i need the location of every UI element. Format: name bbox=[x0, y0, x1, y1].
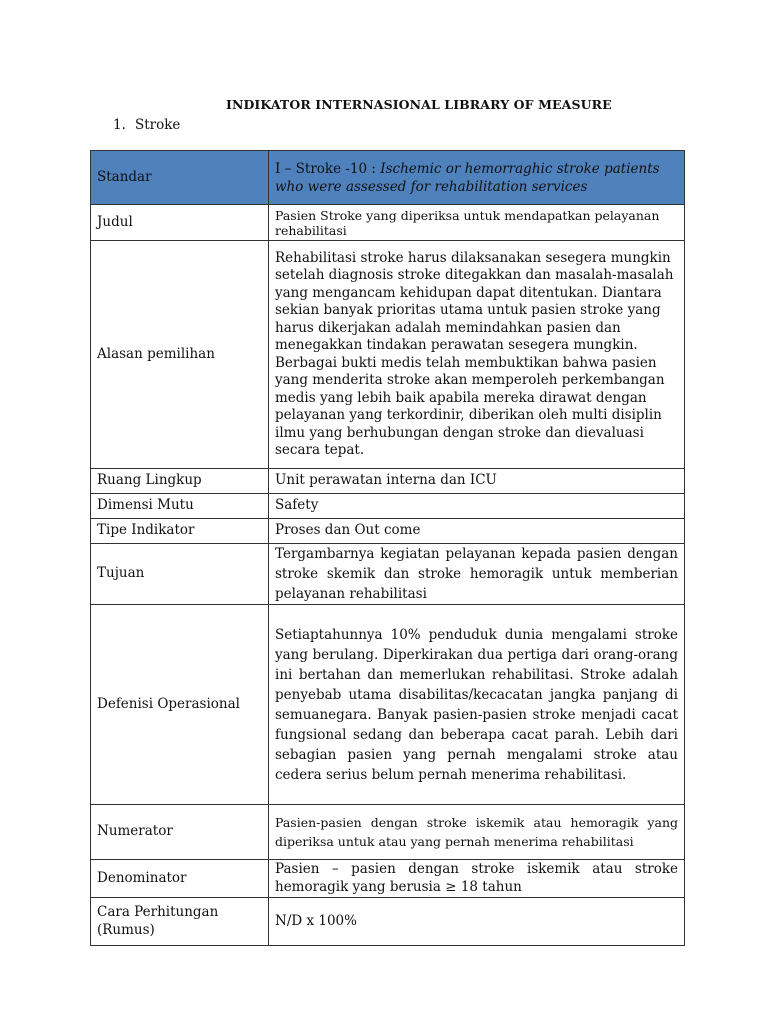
row-value: Safety bbox=[269, 494, 685, 519]
row-value: Rehabilitasi stroke harus dilaksanakan sesegera mungkin setelah diagnosis stroke ditegakkan dan masalah-masalah yang mengancam kehidupan dapat ditentukan. Diantara sekian banyak prioritas utama untuk pasien stroke yang harus dikerjakan adalah memindahkan pasien dan menegakkan tindakan perawatan sesegera mungkin. Berbagai bukti medis telah membuktikan bahwa pasien yang menderita stroke akan memperoleh perkembangan medis yang lebih baik apabila mereka dirawat dengan pelayanan yang terkordinir, diberikan oleh multi disiplin ilmu yang berhubungan dengan stroke dan dievaluasi secara tepat. bbox=[269, 241, 685, 469]
row-label: Denominator bbox=[91, 860, 269, 898]
table-row bbox=[91, 805, 685, 860]
row-value: Unit perawatan interna dan ICU bbox=[269, 469, 685, 494]
row-value: N/D x 100% bbox=[269, 898, 685, 946]
section-number: 1. bbox=[113, 117, 126, 133]
section-heading bbox=[113, 117, 180, 133]
row-label: Alasan pemilihan bbox=[91, 241, 269, 469]
row-label: Tujuan bbox=[91, 544, 269, 605]
table-row bbox=[91, 469, 685, 494]
row-value: I – Stroke -10 : Ischemic or hemorraghic stroke patients who were assessed for rehabilitation services bbox=[269, 151, 685, 205]
row-label: Standar bbox=[91, 151, 269, 205]
table-row bbox=[91, 860, 685, 898]
document-title: INDIKATOR INTERNASIONAL LIBRARY OF MEASURE bbox=[226, 97, 612, 112]
table-row bbox=[91, 605, 685, 805]
indicator-table bbox=[90, 150, 685, 946]
row-label: Tipe Indikator bbox=[91, 519, 269, 544]
table-row bbox=[91, 898, 685, 946]
row-value: Setiaptahunnya 10% penduduk dunia mengalami stroke yang berulang. Diperkirakan dua pertiga dari orang-orang ini bertahan dan memerlukan rehabilitasi. Stroke adalah penyebab utama disabilitas/kecacatan jangka panjang di semuanegara. Banyak pasien-pasien stroke menjadi cacat fungsional sedang dan beberapa cacat parah. Lebih dari sebagian pasien yang pernah mengalami stroke atau cedera serius belum pernah menerima rehabilitasi. bbox=[269, 605, 685, 805]
row-value: Pasien Stroke yang diperiksa untuk mendapatkan pelayanan rehabilitasi bbox=[269, 205, 685, 241]
row-label: Cara Perhitungan (Rumus) bbox=[91, 898, 269, 946]
table-row bbox=[91, 519, 685, 544]
table-row bbox=[91, 205, 685, 241]
row-label: Numerator bbox=[91, 805, 269, 860]
row-label: Ruang Lingkup bbox=[91, 469, 269, 494]
row-value: Pasien-pasien dengan stroke iskemik atau hemoragik yang diperiksa untuk atau yang pernah menerima rehabilitasi bbox=[269, 805, 685, 860]
row-value: Pasien – pasien dengan stroke iskemik atau stroke hemoragik yang berusia ≥ 18 tahun bbox=[269, 860, 685, 898]
section-title: Stroke bbox=[135, 117, 181, 133]
table-row bbox=[91, 494, 685, 519]
row-label: Dimensi Mutu bbox=[91, 494, 269, 519]
table-row bbox=[91, 241, 685, 469]
row-value: Proses dan Out come bbox=[269, 519, 685, 544]
row-label: Defenisi Operasional bbox=[91, 605, 269, 805]
table-row bbox=[91, 151, 685, 205]
row-value: Tergambarnya kegiatan pelayanan kepada pasien dengan stroke skemik dan stroke hemoragik untuk memberian pelayanan rehabilitasi bbox=[269, 544, 685, 605]
row-label: Judul bbox=[91, 205, 269, 241]
table-row bbox=[91, 544, 685, 605]
